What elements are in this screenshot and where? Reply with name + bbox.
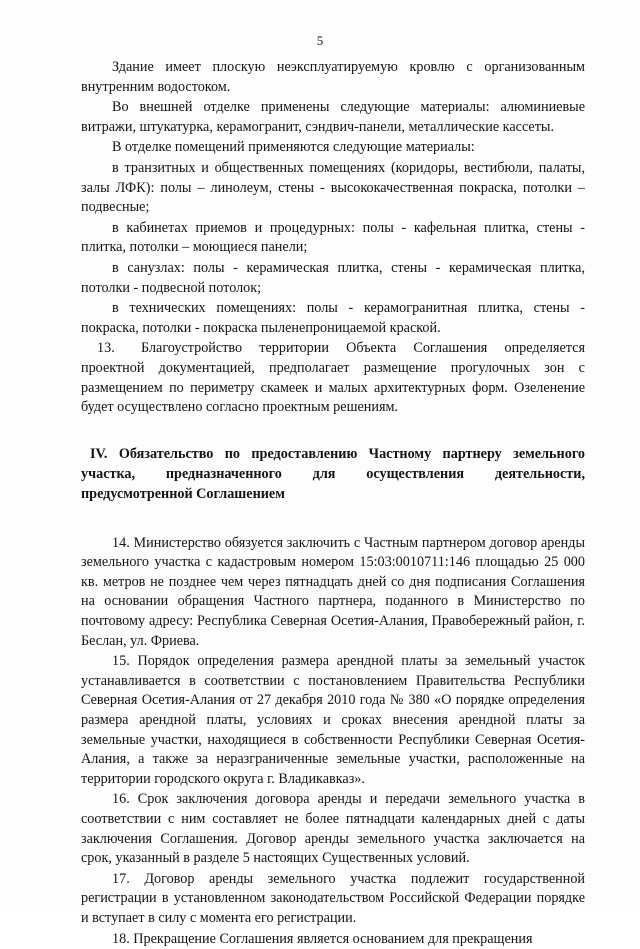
paragraph-roof: Здание имеет плоскую неэксплуатируемую кровлю с организованным внутренним водостоком. (81, 59, 585, 95)
paragraph-exterior-finish: Во внешней отделке применены следующие материалы: алюминиевые витражи, штукатурка, керамогранит, сэндвич-панели, металлические кассеты. (81, 99, 585, 135)
paragraph-item-17: 17. Договор аренды земельного участка подлежит государственной регистрации в установленном законодательством Российской Федерации порядке и вступает в силу с момента его регистрации. (81, 870, 585, 926)
paragraph-treatment-rooms: в кабинетах приемов и процедурных: полы - кафельная плитка, стены - плитка, потолки – моющиеся панели; (81, 219, 585, 256)
item-13-number: 13. (97, 340, 115, 357)
paragraph-technical-rooms: в технических помещениях: полы - керамогранитная плитка, стены - покраска, потолки - покраска пыленепроницаемой краской. (81, 300, 585, 336)
paragraph-item-18: 18. Прекращение Соглашения является основанием для прекращения (112, 930, 533, 947)
paragraph-transit-rooms: в транзитных и общественных помещениях (коридоры, вестибюли, палаты, залы ЛФК): полы – линолеум, стены - высококачественная покраска, потолки – подвесные; (81, 159, 585, 216)
paragraph-bathrooms: в санузлах: полы - керамическая плитка, стены - керамическая плитка, потолки - подвесной потолок; (81, 259, 585, 296)
paragraph-item-14: 14. Министерство обязуется заключить с Частным партнером договор аренды земельного участка с кадастровым номером 15:03:0010711:146 площадью 25 000 кв. метров не позднее чем через пятнадцать дней со дня подписания Соглашения на основании обращения Частного партнера, поданного в Министерство по почтовому адресу: Республика Северная Осетия-Алания, Правобережный район, г. Беслан, ул. Фриева. (81, 534, 585, 649)
section-heading: IV. Обязательство по предоставлению Частному партнеру земельного участка, предназначенного для осуществления деятельности, предусмотренной Соглашением (81, 445, 585, 502)
paragraph-item-13 (81, 339, 585, 417)
paragraph-item-16: 16. Срок заключения договора аренды и передачи земельного участка в соответствии с ним составляет не более пятнадцати календарных дней с даты заключения Соглашения. Договор аренды земельного участка заключается на срок, указанный в разделе 5 настоящих Существенных условий. (81, 791, 585, 867)
item-13-text: Благоустройство территории Объекта Соглашения определяется проектной документацией, предполагает размещение прогулочных зон с размещением по периметру скамеек и малых архитектурных форм. Озеленение будет осуществлено согласно проектным решениям. (81, 340, 585, 416)
paragraph-item-15: 15. Порядок определения размера арендной платы за земельный участок устанавливается в соответствии с постановлением Правительства Республики Северная Осетия-Алания от 27 декабря 2010 года № 380 «О порядке определения размера арендной платы, условиях и сроках внесения арендной платы за земельные участки, находящиеся в собственности Республики Северная Осетия-Алания, а также за неразграниченные земельные участки, расположенные на территории городского округа г. Владикавказ». (81, 653, 585, 787)
page-number: 5 (316, 33, 324, 48)
document-body (81, 58, 585, 949)
paragraph-interior-finish-intro: В отделке помещений применяются следующие материалы: (112, 139, 475, 156)
